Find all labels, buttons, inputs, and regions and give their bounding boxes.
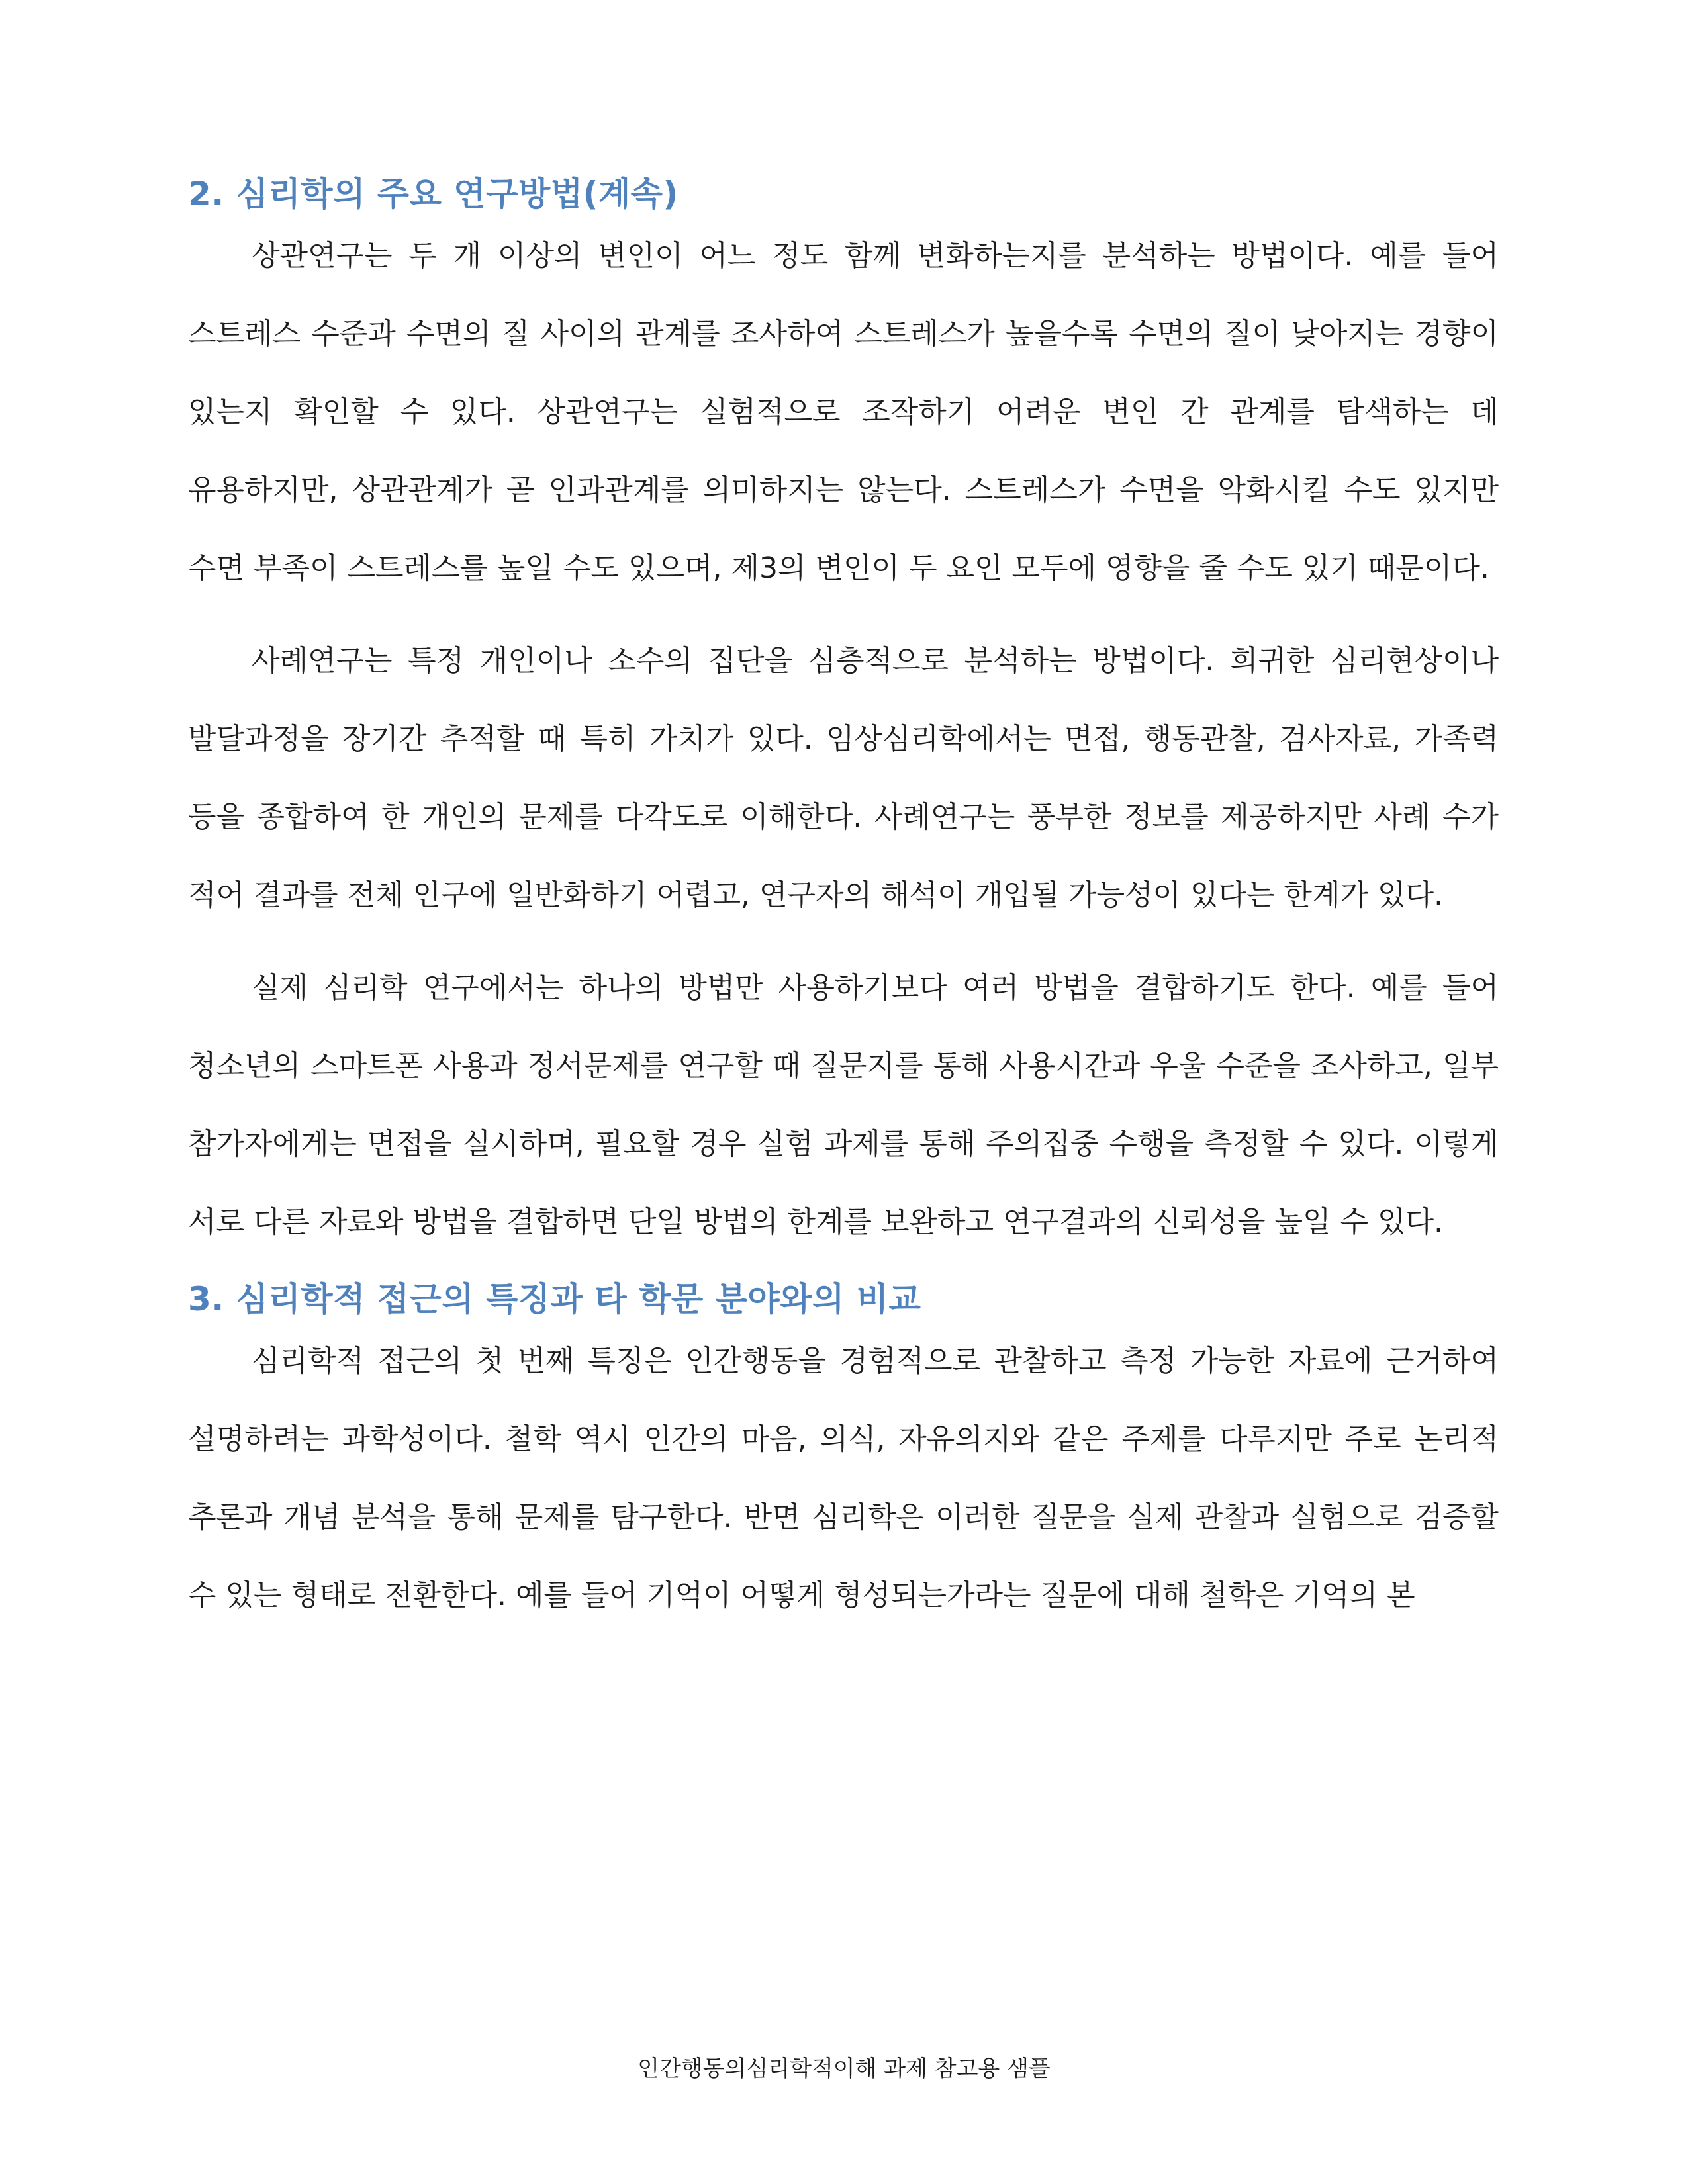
page-footer: 인간행동의심리학적이해 과제 참고용 샘플 — [637, 2056, 1051, 2082]
paragraph-correlational-research: 상관연구는 두 개 이상의 변인이 어느 정도 함께 변화하는지를 분석하는 방법이다. 예를 들어 스트레스 수준과 수면의 질 사이의 관계를 조사하여 스트레스가 높을수록 수면의 질이 낮아지는 경향이 있는지 확인할 수 있다. 상관연구는 실험적으로 조작하기 어려운 변인 간 관계를 탐색하는 데 유용하지만, 상관관계가 곧 인과관계를 의미하지는 않는다. 스트레스가 수면을 악화시킬 수도 있지만 수면 부족이 스트레스를 높일 수도 있으며, 제3의 변인이 두 요인 모두에 영향을 줄 수도 있기 때문이다. — [188, 239, 1499, 585]
section-research-methods — [188, 171, 1499, 1261]
paragraph-case-study: 사례연구는 특정 개인이나 소수의 집단을 심층적으로 분석하는 방법이다. 희귀한 심리현상이나 발달과정을 장기간 추적할 때 특히 가치가 있다. 임상심리학에서는 면접, 행동관찰, 검사자료, 가족력 등을 종합하여 한 개인의 문제를 다각도로 이해한다. 사례연구는 풍부한 정보를 제공하지만 사례 수가 적어 결과를 전체 인구에 일반화하기 어렵고, 연구자의 해석이 개입될 가능성이 있다는 한계가 있다. — [188, 644, 1499, 912]
paragraph-scientific-approach: 심리학적 접근의 첫 번째 특징은 인간행동을 경험적으로 관찰하고 측정 가능한 자료에 근거하여 설명하려는 과학성이다. 철학 역시 인간의 마음, 의식, 자유의지와 같은 주제를 다루지만 주로 논리적 추론과 개념 분석을 통해 문제를 탐구한다. 반면 심리학은 이러한 질문을 실제 관찰과 실험으로 검증할 수 있는 형태로 전환한다. 예를 들어 기억이 어떻게 형성되는가라는 질문에 대해 철학은 기억의 본 — [188, 1344, 1499, 1612]
section-heading: 3. 심리학적 접근의 특징과 타 학문 분야와의 비교 — [188, 1280, 921, 1318]
page-content — [188, 171, 1499, 1649]
section-heading: 2. 심리학의 주요 연구방법(계속) — [188, 175, 679, 213]
paragraph-mixed-methods: 실제 심리학 연구에서는 하나의 방법만 사용하기보다 여러 방법을 결합하기도 한다. 예를 들어 청소년의 스마트폰 사용과 정서문제를 연구할 때 질문지를 통해 사용시간과 우울 수준을 조사하고, 일부 참가자에게는 면접을 실시하며, 필요할 경우 실험 과제를 통해 주의집중 수행을 측정할 수 있다. 이렇게 서로 다른 자료와 방법을 결합하면 단일 방법의 한계를 보완하고 연구결과의 신뢰성을 높일 수 있다. — [188, 971, 1499, 1239]
section-psychology-comparison — [188, 1276, 1499, 1635]
